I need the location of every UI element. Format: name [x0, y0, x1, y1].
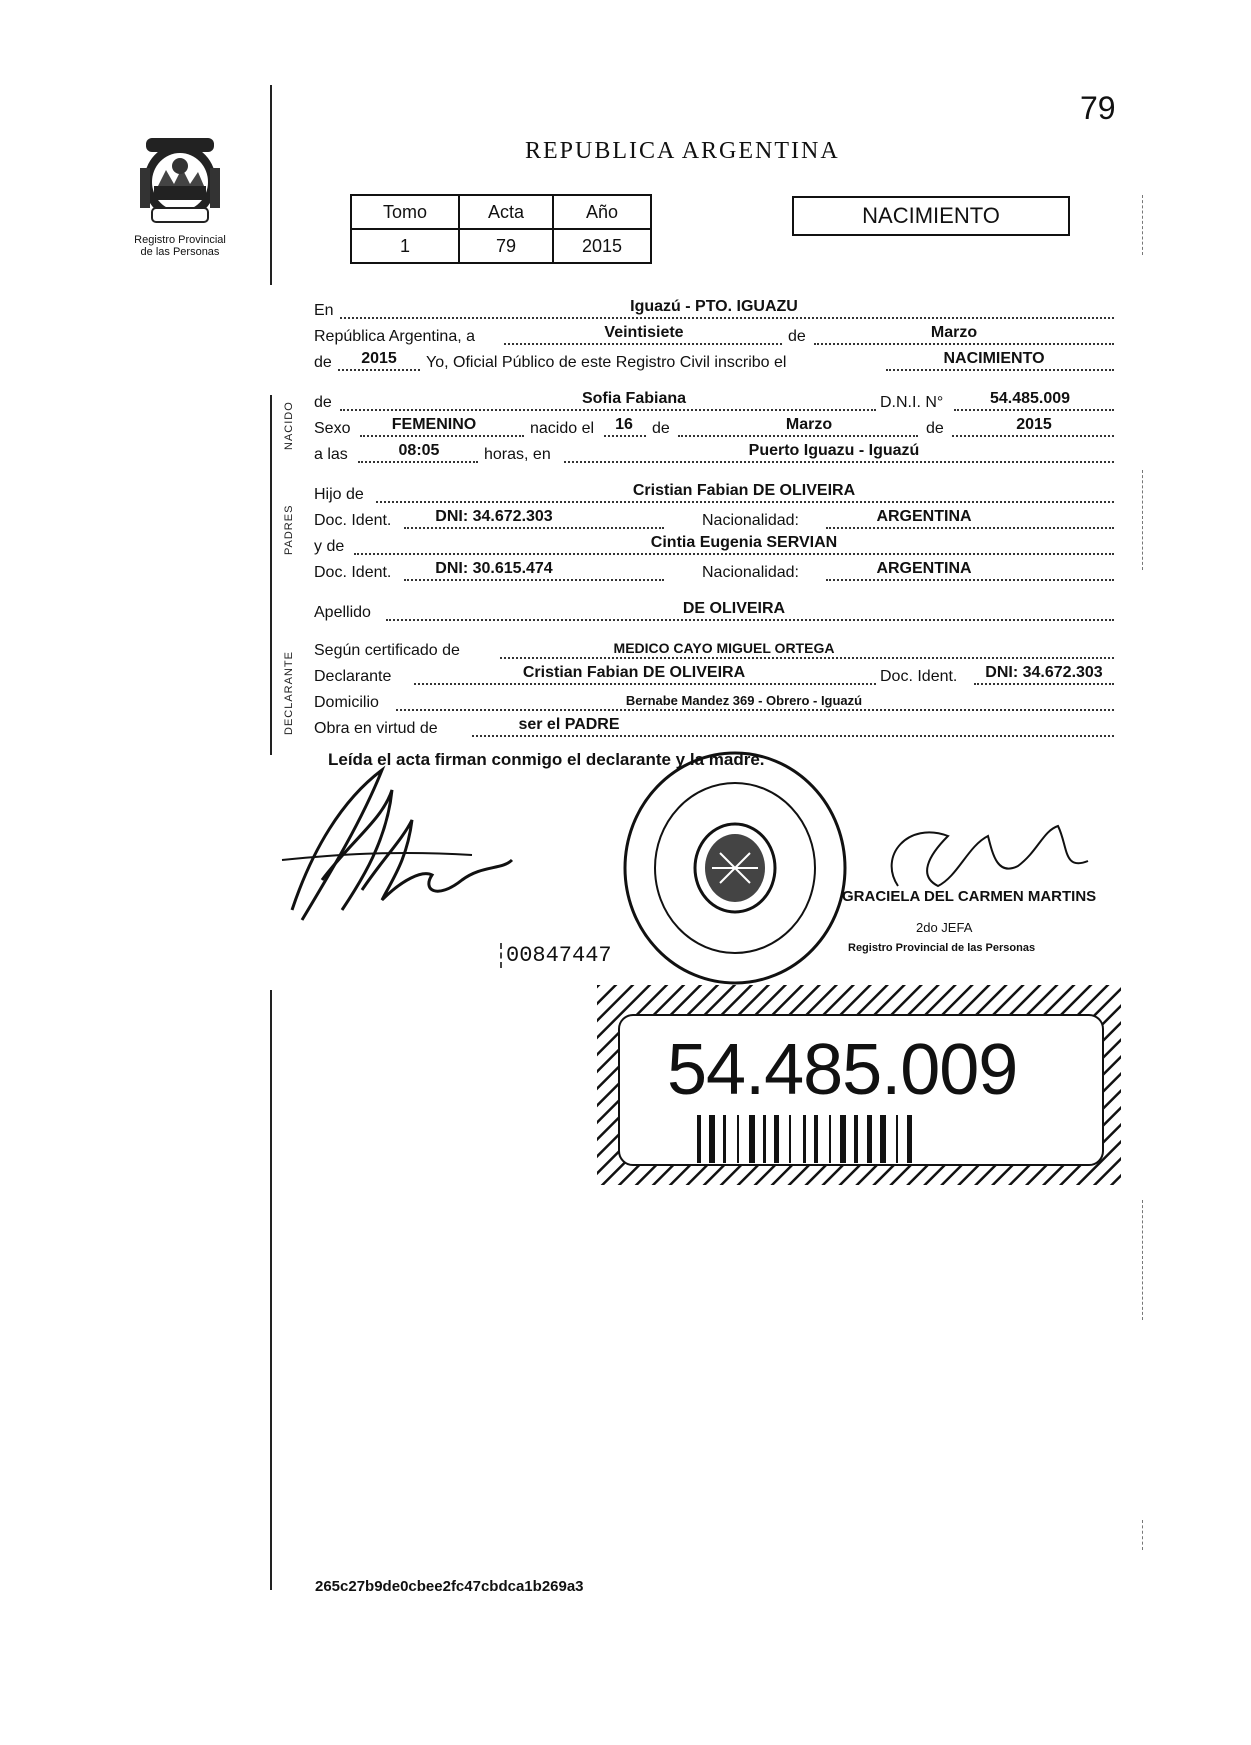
- header-acta: Acta: [459, 195, 553, 229]
- row-address: Domicilio Bernabe Mandez 369 - Obrero - Iguazú: [314, 690, 1114, 716]
- barcode-bar: [697, 1115, 701, 1163]
- coat-of-arms-icon: [130, 128, 230, 230]
- record-type-box: NACIMIENTO: [792, 196, 1070, 236]
- margin-dash: [1142, 1520, 1143, 1550]
- row-declarant: Declarante Cristian Fabian DE OLIVEIRA Doc. Ident. DNI: 34.672.303: [314, 664, 1114, 690]
- row-place: En Iguazú - PTO. IGUAZU: [314, 298, 1114, 324]
- month-value: Marzo: [930, 324, 978, 341]
- table-header-row: [351, 195, 651, 229]
- mother-nationality-value: ARGENTINA: [876, 560, 972, 577]
- row-father-doc: Doc. Ident. DNI: 34.672.303 Nacionalidad: ARGENTINA: [314, 508, 1114, 534]
- birth-day-value: 16: [615, 416, 633, 433]
- row-capacity: Obra en virtud de ser el PADRE: [314, 716, 1114, 742]
- declarant-name-value: Cristian Fabian DE OLIVEIRA: [522, 664, 746, 681]
- certificate-value: MEDICO CAYO MIGUEL ORTEGA: [613, 640, 835, 656]
- row-date: República Argentina, a Veintisiete de Marzo: [314, 324, 1114, 350]
- row-surname: Apellido DE OLIVEIRA: [314, 600, 1114, 626]
- row-sex: Sexo FEMENINO nacido el 16 de Marzo de 2015: [314, 416, 1114, 442]
- father-nationality-value: ARGENTINA: [876, 508, 972, 525]
- value-tomo: 1: [351, 229, 459, 263]
- time-value: 08:05: [398, 442, 440, 459]
- signatory-role: 2do JEFA: [916, 920, 973, 935]
- section-label-padres: PADRES: [283, 504, 295, 555]
- signatory-name: GRACIELA DEL CARMEN MARTINS: [842, 888, 1097, 905]
- birth-place-value: Puerto Iguazu - Iguazú: [748, 442, 920, 459]
- margin-line: [270, 990, 272, 1590]
- page-number: 79: [1080, 90, 1116, 126]
- value-anio: 2015: [553, 229, 651, 263]
- declarant-signature: [272, 760, 522, 930]
- header-tomo: Tomo: [351, 195, 459, 229]
- barcode-bar: [814, 1115, 818, 1163]
- birth-year-value: 2015: [1016, 416, 1052, 433]
- margin-dash: [1142, 470, 1143, 570]
- birth-month-value: Marzo: [785, 416, 833, 433]
- place-value: Iguazú - PTO. IGUAZU: [630, 298, 798, 315]
- barcode-bar: [709, 1115, 715, 1163]
- row-mother: y de Cintia Eugenia SERVIAN: [314, 534, 1114, 560]
- dni-sticker: [597, 985, 1121, 1185]
- sex-value: FEMENINO: [391, 416, 477, 433]
- address-value: Bernabe Mandez 369 - Obrero - Iguazú: [625, 693, 863, 708]
- surname-value: DE OLIVEIRA: [682, 600, 786, 617]
- closing-statement: Leída el acta firman conmigo el declarante y la madre.: [328, 750, 765, 769]
- margin-line: [270, 85, 272, 285]
- barcode-bar: [867, 1115, 872, 1163]
- mother-name-value: Cintia Eugenia SERVIAN: [650, 534, 838, 551]
- logo-caption: Registro Provincial de las Personas: [134, 234, 226, 258]
- serial-number: 00847447: [500, 943, 612, 968]
- day-value: Veintisiete: [604, 324, 684, 341]
- barcode-bar: [737, 1115, 739, 1163]
- row-time: a las 08:05 horas, en Puerto Iguazu - Iguazú: [314, 442, 1114, 468]
- header-anio: Año: [553, 195, 651, 229]
- barcode-bar: [907, 1115, 912, 1163]
- barcode-icon: [697, 1115, 1017, 1163]
- barcode-bar: [880, 1115, 886, 1163]
- father-name-value: Cristian Fabian DE OLIVEIRA: [632, 482, 856, 499]
- row-father: Hijo de Cristian Fabian DE OLIVEIRA: [314, 482, 1114, 508]
- inscribed-value: NACIMIENTO: [943, 350, 1045, 367]
- value-acta: 79: [459, 229, 553, 263]
- barcode-bar: [803, 1115, 806, 1163]
- dni-number: 54.485.009: [667, 1030, 1018, 1110]
- margin-dash: [1142, 1200, 1143, 1320]
- child-name-value: Sofia Fabiana: [581, 390, 687, 407]
- barcode-bar: [829, 1115, 831, 1163]
- row-officer: de 2015 Yo, Oficial Público de este Registro Civil inscribo el NACIMIENTO: [314, 350, 1114, 376]
- margin-dash: [1142, 195, 1143, 255]
- row-child-name: de Sofia Fabiana D.N.I. N° 54.485.009: [314, 390, 1114, 416]
- footer-hash: 265c27b9de0cbee2fc47cbdca1b269a3: [315, 1578, 584, 1595]
- father-doc-value: DNI: 34.672.303: [435, 508, 553, 525]
- barcode-bar: [789, 1115, 791, 1163]
- row-certificate: Según certificado de MEDICO CAYO MIGUEL ORTEGA: [314, 638, 1114, 664]
- barcode-bar: [749, 1115, 755, 1163]
- table-row: [351, 229, 651, 263]
- margin-line: [270, 395, 272, 755]
- row-mother-doc: Doc. Ident. DNI: 30.615.474 Nacionalidad: ARGENTINA: [314, 560, 1114, 586]
- capacity-value: ser el PADRE: [518, 716, 620, 733]
- officer-signature: [868, 816, 1108, 896]
- declarant-doc-value: DNI: 34.672.303: [985, 664, 1103, 681]
- signatory-org: Registro Provincial de las Personas: [848, 942, 1036, 954]
- section-label-nacido: NACIDO: [283, 401, 295, 450]
- mother-doc-value: DNI: 30.615.474: [435, 560, 553, 577]
- barcode-bar: [763, 1115, 766, 1163]
- section-label-declarante: DECLARANTE: [283, 651, 295, 735]
- barcode-bar: [896, 1115, 898, 1163]
- document-title: REPUBLICA ARGENTINA: [525, 138, 840, 164]
- barcode-bar: [723, 1115, 726, 1163]
- official-seal-icon: [620, 748, 850, 988]
- barcode-bar: [840, 1115, 846, 1163]
- registry-table: [350, 194, 652, 264]
- year-value: 2015: [361, 350, 397, 367]
- barcode-bar: [774, 1115, 779, 1163]
- child-dni-value: 54.485.009: [989, 390, 1071, 407]
- barcode-bar: [854, 1115, 858, 1163]
- registry-logo: [120, 128, 240, 258]
